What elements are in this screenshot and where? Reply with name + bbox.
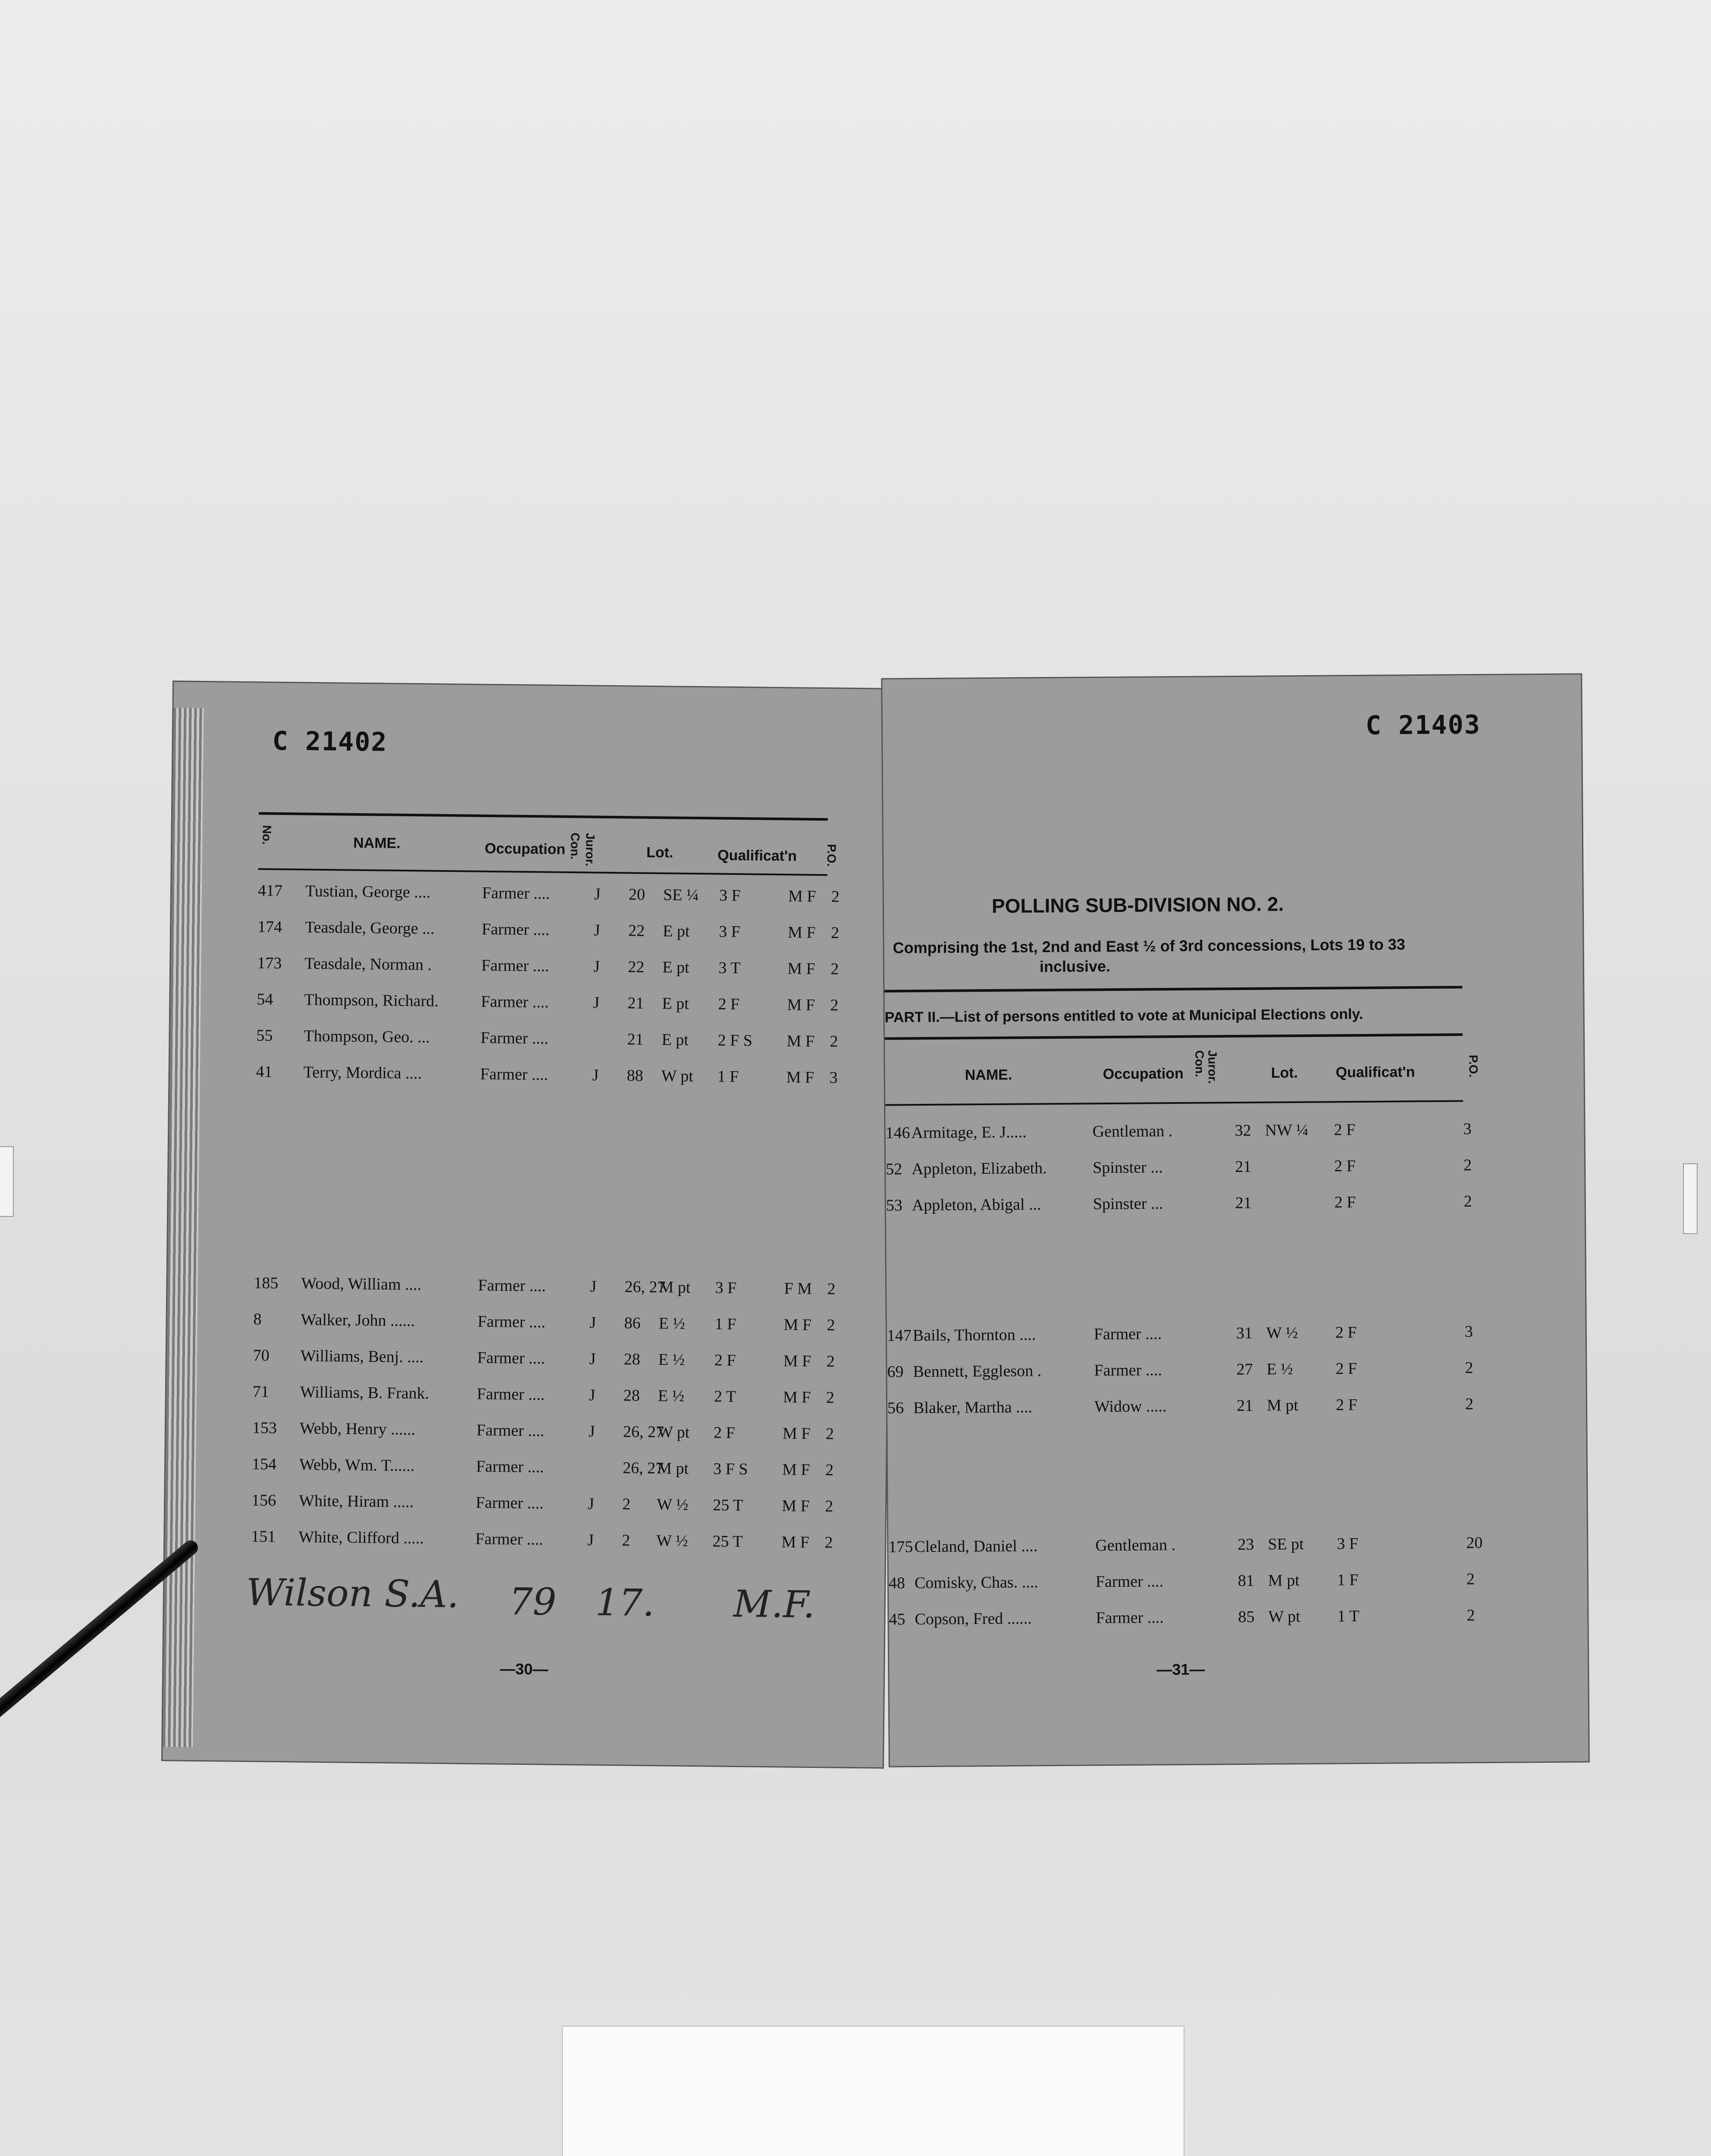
voter-juror: J xyxy=(592,1066,599,1084)
right-page-number: —31— xyxy=(1156,1660,1205,1679)
voter-lot: E pt xyxy=(661,1031,689,1049)
handwritten-lot: 17. xyxy=(595,1581,655,1625)
voter-row xyxy=(166,1345,887,1378)
voter-juror: J xyxy=(589,1313,596,1332)
voter-occ: Farmer .... xyxy=(478,1276,546,1295)
voter-mf: M F xyxy=(783,1388,811,1407)
right-group-3 xyxy=(888,1532,1587,1629)
voter-no: 54 xyxy=(257,990,273,1009)
voter-occ: Farmer .... xyxy=(1095,1572,1164,1591)
voter-qual: 2 F xyxy=(1335,1323,1357,1342)
header-occupation: Occupation xyxy=(484,840,566,858)
left-clip xyxy=(0,1147,13,1216)
voter-lot: W pt xyxy=(657,1423,690,1442)
voter-po: 2 xyxy=(830,960,839,978)
voter-con: 2 xyxy=(622,1495,631,1514)
voter-po: 20 xyxy=(1466,1534,1483,1552)
subtitle-line-2: inclusive. xyxy=(1039,957,1111,976)
voter-juror: J xyxy=(593,921,601,940)
section-subtitle xyxy=(893,934,1540,978)
voter-qual: 3 F xyxy=(1337,1535,1359,1553)
voter-con: 21 xyxy=(1236,1396,1253,1415)
voter-row xyxy=(166,1417,887,1451)
voter-row xyxy=(166,1381,887,1414)
right-stamp: C 21403 xyxy=(1365,710,1481,741)
voter-juror: J xyxy=(588,1422,595,1441)
voter-row xyxy=(887,1321,1586,1352)
voter-no: 154 xyxy=(251,1455,277,1473)
voter-lot: M pt xyxy=(659,1278,691,1297)
voter-con: 22 xyxy=(628,958,645,976)
voter-occ: Farmer .... xyxy=(481,920,550,939)
header-juror: Juror. xyxy=(1206,1050,1219,1084)
voter-mf: F M xyxy=(784,1279,812,1298)
voter-name: White, Hiram ..... xyxy=(299,1492,414,1511)
header-po: P.O. xyxy=(824,844,839,867)
voter-juror: J xyxy=(588,1495,595,1513)
voter-qual: 1 F xyxy=(1337,1571,1359,1589)
voter-mf: M F xyxy=(787,959,815,978)
reference-card xyxy=(563,2027,1184,2156)
voter-row xyxy=(170,1025,890,1058)
voter-name: Webb, Wm. T...... xyxy=(299,1455,415,1475)
header-rule xyxy=(259,812,828,821)
voter-occ: Farmer .... xyxy=(476,1421,545,1440)
voter-con: 85 xyxy=(1238,1608,1255,1626)
voter-juror: J xyxy=(593,993,600,1012)
voter-po: 3 xyxy=(829,1069,838,1087)
voter-no: 69 xyxy=(887,1363,904,1381)
voter-qual: 2 F xyxy=(1334,1121,1356,1139)
voter-lot: W ½ xyxy=(656,1532,688,1550)
voter-row xyxy=(167,1309,887,1342)
voter-po: 2 xyxy=(824,1533,833,1552)
voter-con: 81 xyxy=(1238,1571,1254,1590)
voter-occ: Farmer .... xyxy=(480,1065,548,1084)
left-page-number: —30— xyxy=(499,1660,548,1678)
section-title: POLLING SUB-DIVISION NO. 2. xyxy=(991,893,1284,917)
voter-lot: E pt xyxy=(662,994,689,1013)
voter-occ: Farmer .... xyxy=(480,1028,548,1048)
voter-juror: J xyxy=(594,885,601,903)
voter-name: Williams, B. Frank. xyxy=(300,1383,429,1403)
voter-po: 2 xyxy=(826,1352,835,1371)
voter-no: 71 xyxy=(252,1382,269,1401)
voter-po: 2 xyxy=(825,1461,834,1479)
voter-name: Terry, Mordica .... xyxy=(303,1063,422,1083)
voter-po: 3 xyxy=(1463,1120,1472,1138)
voter-con: 31 xyxy=(1236,1324,1253,1342)
voter-qual: 2 F xyxy=(1334,1157,1356,1175)
voter-qual: 3 F xyxy=(715,1279,737,1297)
voter-qual: 1 F xyxy=(717,1067,739,1086)
voter-no: 173 xyxy=(257,954,282,972)
voter-row xyxy=(888,1532,1587,1563)
right-page xyxy=(882,674,1589,1766)
voter-po: 2 xyxy=(830,1032,838,1051)
voter-con: 86 xyxy=(624,1314,641,1332)
voter-row xyxy=(170,989,891,1022)
voter-name: Teasdale, Norman . xyxy=(304,954,432,974)
voter-row xyxy=(171,953,891,986)
voter-qual: 25 T xyxy=(712,1532,743,1551)
voter-qual: 2 F xyxy=(713,1423,735,1442)
voter-name: Teasdale, George ... xyxy=(304,918,435,938)
voter-lot: M pt xyxy=(1268,1571,1300,1590)
part-rule-top xyxy=(884,986,1462,992)
voter-juror: J xyxy=(593,957,600,976)
voter-mf: M F xyxy=(781,1497,810,1515)
voter-mf: M F xyxy=(783,1352,812,1370)
voter-no: 151 xyxy=(251,1527,276,1546)
voter-occ: Farmer .... xyxy=(1096,1608,1164,1627)
voter-mf: M F xyxy=(782,1424,811,1443)
header-lot: Lot. xyxy=(1271,1064,1298,1081)
header-lot: Lot. xyxy=(646,844,674,861)
voter-row xyxy=(886,1155,1584,1185)
voter-occ: Farmer .... xyxy=(476,1385,545,1404)
voter-con: 23 xyxy=(1238,1535,1254,1554)
voter-lot: NW ¼ xyxy=(1265,1121,1309,1140)
voter-name: White, Clifford ..... xyxy=(298,1528,424,1548)
page-edges xyxy=(163,708,204,1747)
voter-no: 53 xyxy=(886,1196,903,1215)
voter-lot: E pt xyxy=(662,922,690,940)
voter-po: 2 xyxy=(827,1280,836,1298)
header-juror: Juror. xyxy=(583,833,597,867)
voter-qual: 2 F xyxy=(1335,1360,1357,1378)
voter-occ: Farmer .... xyxy=(481,956,549,975)
voter-no: 41 xyxy=(256,1062,273,1081)
voter-qual: 2 T xyxy=(714,1387,736,1406)
voter-occ: Gentleman . xyxy=(1095,1536,1176,1555)
voter-name: Blaker, Martha .... xyxy=(913,1398,1033,1417)
voter-row xyxy=(887,1357,1586,1388)
left-group-1 xyxy=(172,880,892,1087)
handwritten-con: 79 xyxy=(509,1580,557,1624)
voter-no: 185 xyxy=(254,1274,279,1292)
left-page xyxy=(163,682,894,1767)
header-underline xyxy=(885,1100,1463,1106)
voter-name: Appleton, Elizabeth. xyxy=(912,1159,1047,1178)
voter-juror: J xyxy=(590,1277,597,1296)
voter-qual: 2 F xyxy=(1334,1193,1356,1212)
voter-po: 2 xyxy=(824,1497,834,1516)
voter-qual: 1 F xyxy=(714,1315,736,1334)
voter-occ: Spinster ... xyxy=(1093,1194,1163,1213)
header-con: Con. xyxy=(568,832,582,860)
voter-no: 147 xyxy=(887,1326,912,1345)
voter-con: 20 xyxy=(628,885,646,904)
voter-juror: J xyxy=(589,1350,596,1368)
header-underline xyxy=(258,868,827,876)
voter-occ: Widow ..... xyxy=(1094,1397,1167,1416)
voter-no: 70 xyxy=(253,1346,270,1365)
voter-no: 153 xyxy=(252,1419,277,1437)
voter-mf: M F xyxy=(782,1460,810,1479)
voter-no: 52 xyxy=(886,1160,903,1178)
voter-juror: J xyxy=(589,1386,595,1404)
voter-con: 88 xyxy=(627,1066,643,1085)
voter-con: 22 xyxy=(628,921,645,940)
voter-occ: Farmer .... xyxy=(476,1457,544,1476)
voter-con: 26, 27 xyxy=(623,1423,664,1442)
voter-no: 156 xyxy=(251,1491,276,1510)
voter-qual: 2 F xyxy=(714,1351,736,1370)
voter-mf: M F xyxy=(786,1068,815,1087)
voter-name: Thompson, Richard. xyxy=(304,990,439,1010)
subtitle-line-1: Comprising the 1st, 2nd and East ½ of 3rd concessions, Lots 19 to 33 xyxy=(893,935,1405,957)
voter-con: 28 xyxy=(624,1350,640,1369)
voter-name: Copson, Fred ...... xyxy=(915,1609,1032,1629)
voter-name: Williams, Benj. .... xyxy=(300,1347,424,1366)
left-stamp: C 21402 xyxy=(272,726,388,758)
voter-occ: Spinster ... xyxy=(1092,1158,1163,1177)
handwritten-name: Wilson S.A. xyxy=(246,1571,459,1617)
header-po: P.O. xyxy=(1467,1055,1480,1078)
voter-occ: Farmer .... xyxy=(482,884,550,903)
voter-lot: SE ¼ xyxy=(663,886,699,905)
part-heading: PART II.—List of persons entitled to vote at Municipal Elections only. xyxy=(884,1006,1363,1026)
voter-row xyxy=(167,1272,888,1306)
voter-mf: M F xyxy=(781,1533,809,1551)
voter-name: Bails, Thornton .... xyxy=(912,1326,1036,1345)
voter-name: Tustian, George .... xyxy=(305,882,431,902)
voter-mf: M F xyxy=(783,1316,812,1334)
voter-lot: SE pt xyxy=(1268,1535,1304,1554)
voter-name: Comisky, Chas. .... xyxy=(914,1573,1038,1592)
voter-con: 28 xyxy=(623,1386,640,1405)
voter-row xyxy=(169,1061,890,1094)
voter-lot: E ½ xyxy=(1266,1360,1293,1379)
voter-no: 55 xyxy=(256,1026,273,1045)
voter-name: Thompson, Geo. ... xyxy=(304,1027,430,1047)
voter-name: Wood, William .... xyxy=(301,1274,422,1294)
voter-po: 2 xyxy=(1466,1570,1475,1589)
handwritten-qual: M.F. xyxy=(733,1583,815,1627)
voter-qual: 3 T xyxy=(718,959,741,978)
voter-mf: M F xyxy=(787,996,815,1014)
voter-occ: Farmer .... xyxy=(481,992,549,1012)
voter-name: Webb, Henry ...... xyxy=(299,1419,416,1439)
voter-name: Armitage, E. J..... xyxy=(911,1123,1027,1142)
voter-row xyxy=(885,1119,1584,1149)
voter-po: 2 xyxy=(1463,1192,1472,1211)
voter-no: 48 xyxy=(888,1574,906,1592)
voter-lot: E ½ xyxy=(658,1351,685,1369)
voter-con: 26, 27 xyxy=(624,1278,666,1297)
voter-qual: 1 T xyxy=(1337,1607,1360,1626)
voter-lot: M pt xyxy=(657,1459,689,1478)
voter-qual: 2 F S xyxy=(718,1031,752,1050)
voter-po: 2 xyxy=(831,887,840,906)
voter-row xyxy=(172,880,892,913)
voter-occ: Farmer .... xyxy=(476,1493,544,1513)
voter-po: 2 xyxy=(1465,1359,1473,1377)
voter-po: 2 xyxy=(1463,1156,1472,1175)
voter-name: Cleland, Daniel .... xyxy=(914,1537,1038,1556)
voter-po: 2 xyxy=(826,1388,835,1407)
voter-no: 417 xyxy=(257,881,283,900)
voter-lot: W ½ xyxy=(1266,1323,1298,1342)
right-clip xyxy=(1684,1164,1697,1233)
voter-row xyxy=(171,916,892,950)
voter-juror: J xyxy=(587,1531,594,1549)
voter-po: 2 xyxy=(1465,1395,1474,1413)
header-con: Con. xyxy=(1193,1050,1206,1077)
voter-occ: Farmer .... xyxy=(1094,1361,1162,1380)
voter-row xyxy=(166,1454,886,1487)
voter-con: 26, 27 xyxy=(622,1459,664,1478)
header-no: No. xyxy=(260,825,274,845)
left-group-2 xyxy=(168,1272,888,1552)
voter-con: 32 xyxy=(1235,1121,1251,1140)
voter-po: 2 xyxy=(830,924,840,942)
voter-po: 2 xyxy=(825,1425,834,1443)
voter-occ: Farmer .... xyxy=(477,1348,545,1368)
voter-con: 21 xyxy=(627,1030,644,1049)
voter-no: 146 xyxy=(885,1124,910,1142)
voter-lot: E ½ xyxy=(658,1387,685,1405)
voter-con: 21 xyxy=(1235,1194,1252,1213)
open-book xyxy=(142,677,1595,1777)
voter-lot: M pt xyxy=(1266,1396,1299,1415)
header-name: NAME. xyxy=(965,1066,1012,1084)
voter-qual: 2 F xyxy=(718,995,740,1014)
voter-row xyxy=(889,1569,1587,1599)
voter-row xyxy=(165,1490,886,1523)
right-group-1 xyxy=(885,1119,1584,1215)
voter-mf: M F xyxy=(788,887,816,906)
voter-lot: W pt xyxy=(1268,1607,1300,1626)
voter-mf: M F xyxy=(787,923,816,942)
voter-no: 174 xyxy=(257,918,282,936)
voter-con: 27 xyxy=(1236,1360,1253,1379)
voter-occ: Gentleman . xyxy=(1092,1122,1173,1141)
voter-name: Appleton, Abigal ... xyxy=(912,1195,1041,1215)
voter-qual: 3 F S xyxy=(713,1460,748,1479)
header-rule xyxy=(885,1033,1463,1040)
voter-no: 8 xyxy=(253,1310,262,1329)
header-qualification: Qualificat'n xyxy=(717,847,797,865)
voter-qual: 3 F xyxy=(719,886,741,905)
voter-name: Walker, John ...... xyxy=(301,1310,415,1330)
header-qualification: Qualificat'n xyxy=(1335,1064,1415,1081)
voter-po: 3 xyxy=(1464,1322,1473,1341)
voter-lot: E pt xyxy=(662,958,689,977)
voter-po: 2 xyxy=(1467,1606,1475,1625)
voter-lot: E ½ xyxy=(658,1314,686,1333)
voter-lot: W ½ xyxy=(656,1495,689,1514)
voter-qual: 3 F xyxy=(718,922,740,941)
voter-lot: W pt xyxy=(661,1067,694,1085)
header-occupation: Occupation xyxy=(1103,1065,1184,1083)
header-name: NAME. xyxy=(353,834,401,852)
voter-con: 21 xyxy=(627,994,644,1012)
voter-con: 21 xyxy=(1235,1157,1252,1176)
voter-con: 2 xyxy=(622,1531,630,1550)
voter-row xyxy=(886,1191,1585,1222)
voter-name: Bennett, Eggleson . xyxy=(913,1362,1042,1381)
voter-no: 175 xyxy=(888,1538,913,1556)
voter-occ: Farmer .... xyxy=(477,1312,546,1332)
voter-occ: Farmer .... xyxy=(1094,1325,1162,1344)
voter-no: 45 xyxy=(889,1610,906,1629)
voter-row xyxy=(887,1394,1586,1424)
voter-po: 2 xyxy=(827,1316,835,1335)
voter-row xyxy=(165,1526,885,1559)
right-group-2 xyxy=(887,1321,1586,1417)
voter-occ: Farmer .... xyxy=(475,1529,543,1549)
voter-po: 2 xyxy=(830,996,839,1015)
voter-no: 56 xyxy=(887,1399,904,1417)
voter-qual: 2 F xyxy=(1335,1396,1357,1414)
voter-row xyxy=(889,1605,1587,1636)
voter-qual: 25 T xyxy=(712,1496,743,1515)
voter-mf: M F xyxy=(787,1032,815,1050)
